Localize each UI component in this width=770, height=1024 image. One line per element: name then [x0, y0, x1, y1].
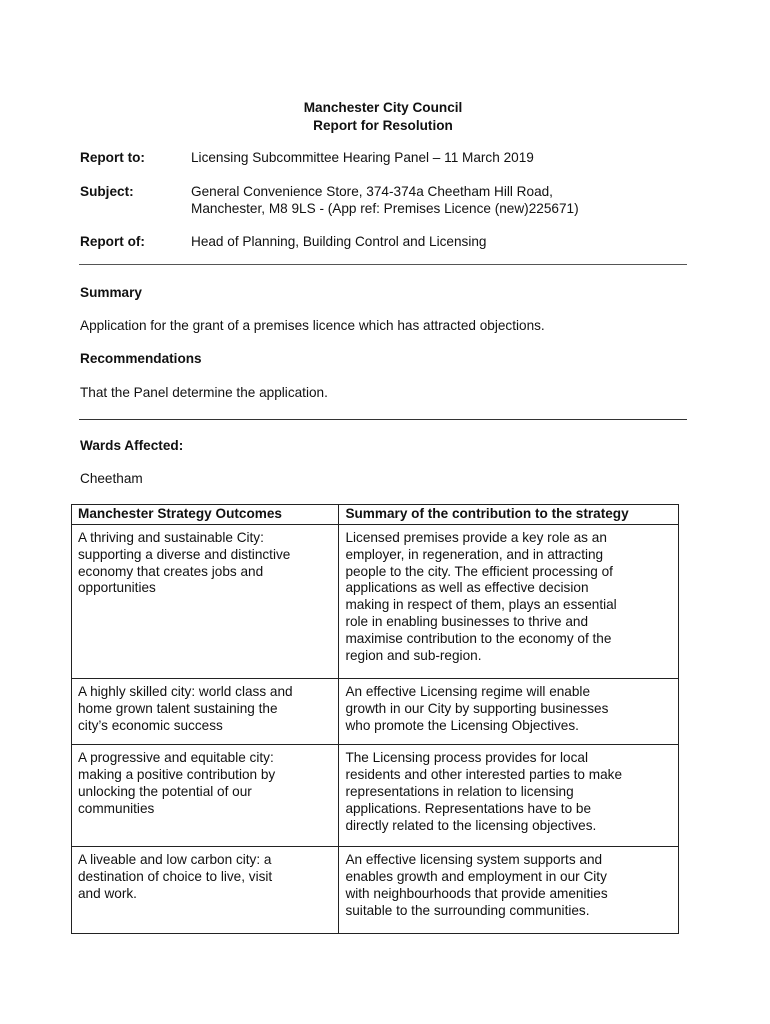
- cell-line: making a positive contribution by: [78, 767, 276, 783]
- meta-value-line: Licensing Subcommittee Hearing Panel – 11 March 2019: [191, 150, 534, 165]
- cell-line: residents and other interested parties to make: [345, 767, 622, 783]
- meta-value-line: Manchester, M8 9LS - (App ref: Premises Licence (new)225671): [191, 200, 579, 216]
- table-row: [72, 679, 679, 745]
- cell-line: employer, in regeneration, and in attracting: [345, 546, 604, 562]
- cell-line: An effective licensing system supports and: [345, 852, 603, 868]
- cell-line: A highly skilled city: world class and: [78, 684, 293, 699]
- cell-line: directly related to the licensing objectives.: [345, 817, 597, 833]
- cell-line: suitable to the surrounding communities.: [345, 902, 590, 918]
- table-header-row: [72, 505, 679, 525]
- meta-label: Report of:: [80, 234, 145, 249]
- meta-value: [191, 150, 691, 167]
- cell-line: A progressive and equitable city:: [78, 750, 274, 766]
- column-header-outcomes: Manchester Strategy Outcomes: [72, 505, 339, 525]
- outcome-cell: [72, 679, 339, 745]
- wards-text: Cheetham: [80, 471, 143, 486]
- cell-line: and work.: [78, 885, 137, 901]
- cell-line: city’s economic success: [78, 717, 223, 733]
- summary-cell: [339, 525, 679, 679]
- cell-line: economy that creates jobs and: [78, 563, 264, 579]
- meta-value: [191, 234, 691, 251]
- cell-line: An effective Licensing regime will enable: [345, 684, 591, 699]
- cell-line: with neighbourhoods that provide amenities: [345, 885, 608, 901]
- council-name: Manchester City Council: [303, 100, 463, 115]
- outcome-cell: [72, 525, 339, 679]
- cell-line: role in enabling businesses to thrive and: [345, 613, 589, 629]
- cell-line: applications as well as effective decision: [345, 580, 589, 596]
- meta-value: [191, 184, 691, 218]
- wards-heading: Wards Affected:: [80, 438, 184, 453]
- strategy-table: [71, 504, 679, 934]
- report-type: Report for Resolution: [313, 118, 453, 133]
- meta-value-line: Head of Planning, Building Control and Licensing: [191, 234, 487, 249]
- divider: [79, 419, 687, 420]
- cell-line: growth in our City by supporting businesses: [345, 700, 609, 716]
- summary-text: Application for the grant of a premises licence which has attracted objections.: [80, 318, 545, 333]
- cell-line: A thriving and sustainable City:: [78, 530, 264, 545]
- cell-line: maximise contribution to the economy of the: [345, 630, 612, 646]
- meta-label: Report to:: [80, 150, 145, 165]
- cell-line: opportunities: [78, 580, 156, 596]
- cell-line: enables growth and employment in our City: [345, 869, 607, 885]
- cell-line: supporting a diverse and distinctive: [78, 546, 291, 562]
- summary-cell: [339, 745, 679, 847]
- cell-line: region and sub-region.: [345, 647, 482, 663]
- recommendations-heading: Recommendations: [80, 351, 202, 366]
- column-header-contribution: Summary of the contribution to the strategy: [339, 505, 679, 525]
- outcome-cell: [72, 847, 339, 934]
- table-row: [72, 745, 679, 847]
- cell-line: unlocking the potential of our: [78, 783, 252, 799]
- cell-line: who promote the Licensing Objectives.: [345, 717, 579, 733]
- cell-line: home grown talent sustaining the: [78, 700, 278, 716]
- report-header: [0, 99, 766, 135]
- cell-line: making in respect of them, plays an essential: [345, 597, 617, 613]
- cell-line: representations in relation to licensing: [345, 783, 574, 799]
- cell-line: The Licensing process provides for local: [345, 750, 588, 766]
- summary-heading: Summary: [80, 285, 142, 300]
- recommendations-text: That the Panel determine the application.: [80, 385, 328, 400]
- cell-line: applications. Representations have to be: [345, 800, 592, 816]
- meta-value-line: General Convenience Store, 374-374a Cheetham Hill Road,: [191, 184, 553, 199]
- divider: [79, 264, 687, 265]
- summary-cell: [339, 847, 679, 934]
- cell-line: communities: [78, 800, 155, 816]
- outcome-cell: [72, 745, 339, 847]
- table-row: [72, 847, 679, 934]
- cell-line: destination of choice to live, visit: [78, 869, 273, 885]
- table-row: [72, 525, 679, 679]
- cell-line: Licensed premises provide a key role as an: [345, 530, 607, 545]
- cell-line: people to the city. The efficient processing of: [345, 563, 613, 579]
- cell-line: A liveable and low carbon city: a: [78, 852, 272, 868]
- summary-cell: [339, 679, 679, 745]
- meta-label: Subject:: [80, 184, 134, 199]
